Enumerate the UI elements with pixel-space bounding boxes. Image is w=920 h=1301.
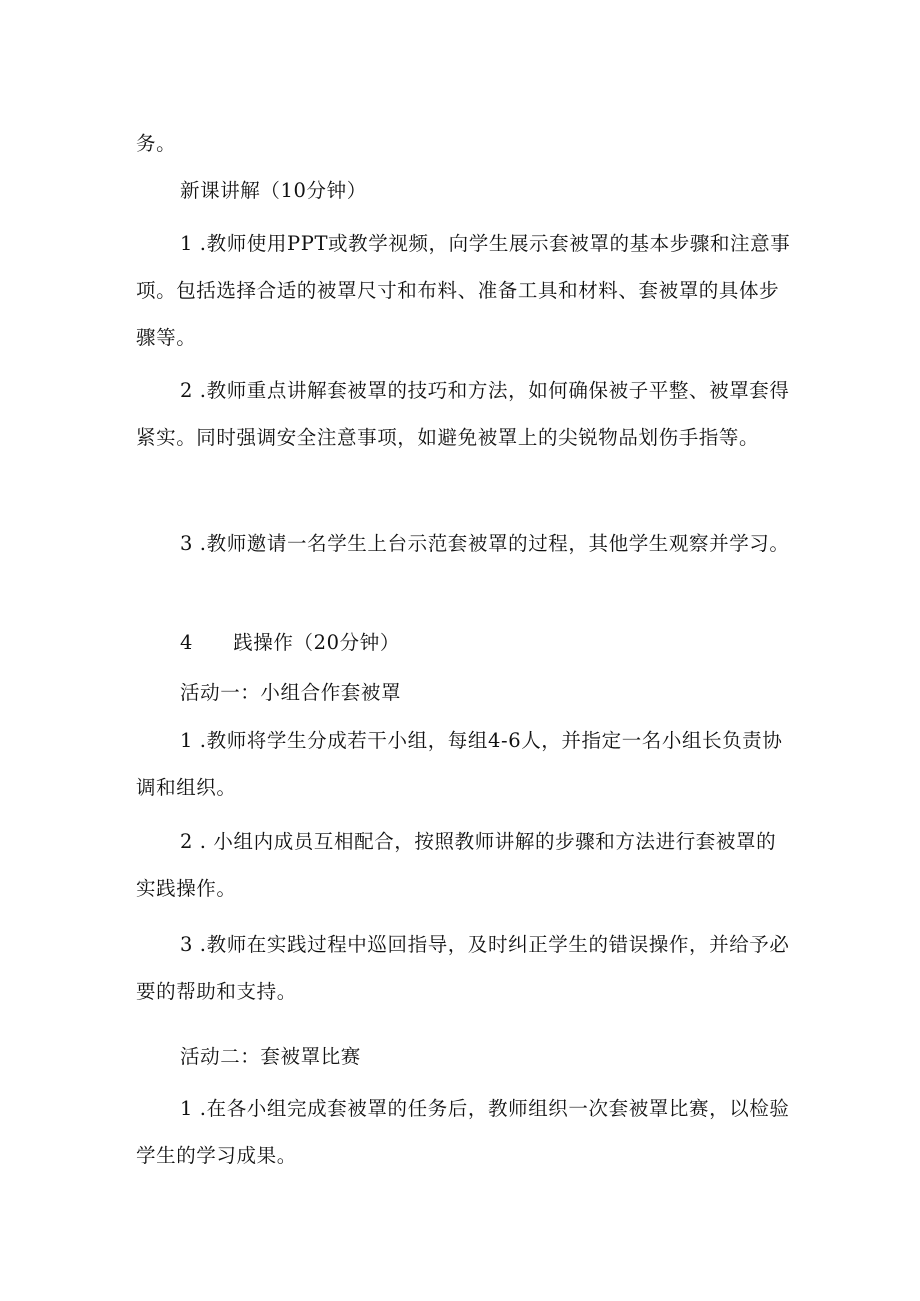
paragraph-step-1: 1 .教师使用PPT或教学视频，向学生展示套被罩的基本步骤和注意事项。包括选择合适的被罩尺寸和布料、准备工具和材料、套被罩的具体步骤等。 [136,232,791,349]
paragraph-step-3: 3 .教师邀请一名学生上台示范套被罩的过程，其他学生观察并学习。 [180,532,790,555]
section-heading-new-lesson: 新课讲解（10分钟） [180,179,367,202]
section-heading-practice: 4 践操作（20分钟） [180,631,400,654]
paragraph-activity1-step-3: 3 .教师在实践过程中巡回指导，及时纠正学生的错误操作，并给予必要的帮助和支持。 [136,933,790,1003]
activity-heading-1: 活动一：小组合作套被罩 [180,681,402,704]
paragraph-activity2-step-1: 1 .在各小组完成套被罩的任务后，教师组织一次套被罩比赛，以检验学生的学习成果。 [136,1097,790,1167]
paragraph-activity1-step-2: 2 . 小组内成员互相配合，按照教师讲解的步骤和方法进行套被罩的实践操作。 [136,830,777,900]
paragraph-activity1-step-1: 1 .教师将学生分成若干小组，每组4-6人，并指定一名小组长负责协调和组织。 [136,729,783,799]
paragraph-step-2: 2 .教师重点讲解套被罩的技巧和方法，如何确保被子平整、被罩套得紧实。同时强调安全注意事项，如避免被罩上的尖锐物品划伤手指等。 [136,379,790,449]
paragraph-continuation: 务。 [136,132,177,155]
activity-heading-2: 活动二：套被罩比赛 [180,1045,361,1068]
